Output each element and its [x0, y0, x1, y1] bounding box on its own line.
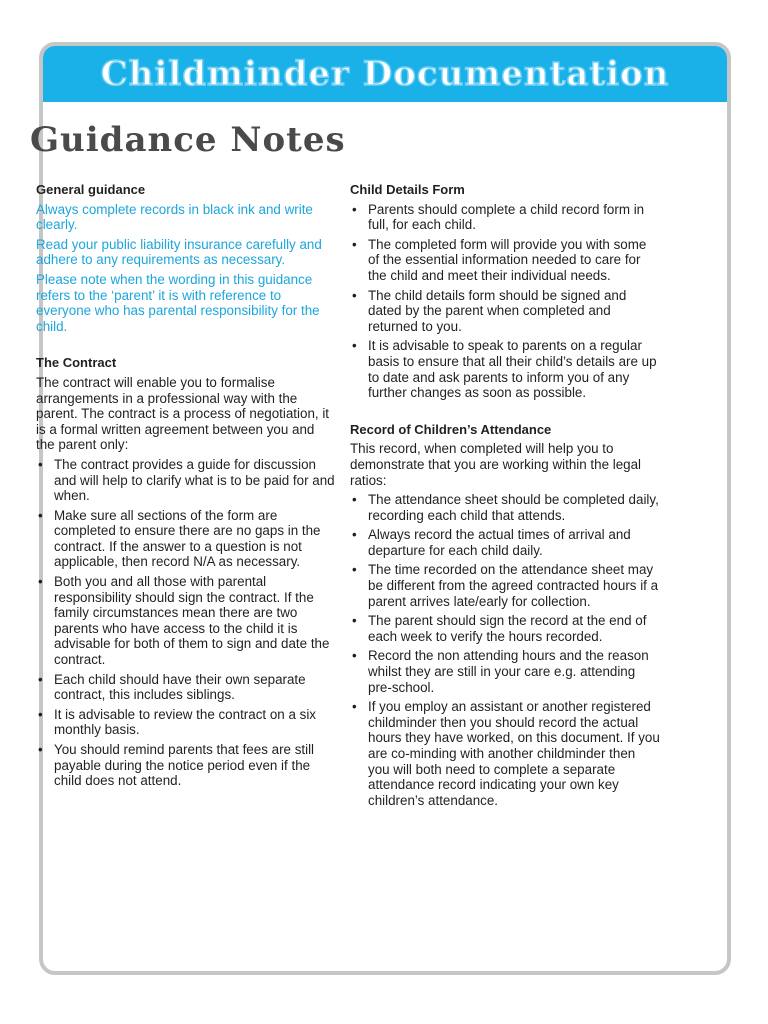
general-guidance-title: General guidance — [36, 182, 146, 197]
list-item: • Both you and all those with parental responsibility should sign the contract. If the family circumstances mean there are two parents who have access to the child it is advisable for both of them to sign and date the contract. — [36, 574, 336, 668]
list-item: • It is advisable to speak to parents on a regular basis to ensure that all their child’s details are up to date and ask parents to inform you of any further changes as soon as possible. — [350, 338, 660, 400]
attendance-title: Record of Children’s Attendance — [350, 421, 552, 437]
list-item: • The attendance sheet should be completed daily, recording each child that attends. — [350, 492, 660, 523]
child-details-list — [350, 202, 660, 401]
list-item: • Each child should have their own separate contract, this includes siblings. — [36, 672, 336, 703]
general-paragraph: Please note when the wording in this guidance refers to the ‘parent’ it is with reference to everyone who has parental responsibility for the child. — [36, 271, 320, 334]
list-item: • It is advisable to review the contract on a six monthly basis. — [36, 707, 336, 738]
list-item: • You should remind parents that fees are still payable during the notice period even if the child does not attend. — [36, 742, 336, 789]
right-column — [350, 182, 660, 812]
list-item: • If you employ an assistant or another registered childminder then you should record the actual hours they have worked, on this document. If you are co-minding with another childminder then you will both need to complete a separate attendance record indicating your own key children’s attendance. — [350, 699, 660, 808]
contract-intro: The contract will enable you to formalise arrangements in a professional way with the parent. The contract is a process of negotiation, it is a formal written agreement between you and the parent only: — [36, 374, 330, 453]
contract-title: The Contract — [36, 355, 117, 371]
list-item: • The contract provides a guide for discussion and will help to clarify what is to be paid for and when. — [36, 457, 336, 504]
list-item: • Always record the actual times of arrival and departure for each child daily. — [350, 527, 660, 558]
page-heading: Guidance Notes — [30, 120, 346, 160]
list-item: • Parents should complete a child record form in full, for each child. — [350, 202, 660, 233]
general-paragraph: Always complete records in black ink and write clearly. — [36, 201, 313, 233]
list-item: • The time recorded on the attendance sheet may be different from the agreed contracted hours if a parent arrives late/early for collection. — [350, 562, 660, 609]
list-item: • The child details form should be signed and dated by the parent when completed and returned to you. — [350, 288, 660, 335]
left-column — [36, 182, 336, 793]
list-item: • Make sure all sections of the form are completed to ensure there are no gaps in the contract. If the answer to a question is not applicable, then record N/A as necessary. — [36, 508, 336, 570]
attendance-intro: This record, when completed will help you to demonstrate that you are working within the legal ratios: — [350, 441, 642, 488]
banner-title: Childminder Documentation — [100, 54, 670, 94]
list-item: • The completed form will provide you with some of the essential information needed to care for the child and meet their individual needs. — [350, 237, 660, 284]
list-item: • Record the non attending hours and the reason whilst they are still in your care e.g. attending pre-school. — [350, 648, 660, 695]
general-paragraph: Read your public liability insurance carefully and adhere to any requirements as necessary. — [36, 236, 322, 268]
title-banner — [43, 46, 727, 102]
contract-list — [36, 457, 336, 789]
child-details-title: Child Details Form — [350, 182, 465, 197]
list-item: • The parent should sign the record at the end of each week to verify the hours recorded. — [350, 613, 660, 644]
attendance-list — [350, 492, 660, 808]
